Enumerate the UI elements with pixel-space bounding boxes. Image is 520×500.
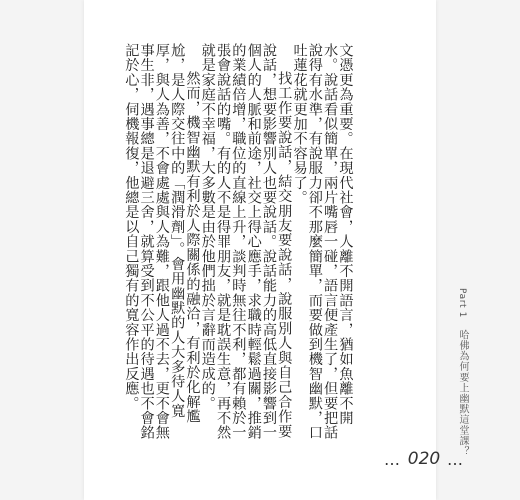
running-head [455, 288, 470, 457]
folio-leading-dots: … [384, 449, 401, 469]
paragraph-3: 然而，機智幽默有利於人際關係的融洽，有利於化解尷尬，是人際交往中的「潤滑劑」。會用幽默的人大多待人寬厚，與人為善，不會處處與人為難，跟他人過不去，更不會無事生非，遇事總是退避三舍，就算受到不公平的待遇也不會銘記於心，伺機報復，他總是以自己獨有的寬容作出反應。 [123, 43, 201, 440]
body-text [123, 43, 352, 443]
part-label: Part 1 [457, 288, 467, 318]
paragraph-2: 找工作要說話，結交朋友要說話，說服別人與自己合作要說話，想要影響別人也要說話。說話能力的高低直接影響到一個人的人脈和前途，社交上得心應手，求職時輕鬆過關，推銷的業績倍增，職位的直線上升，談判時無往不利，都有賴於一張會說話的嘴。有的人不是得罪朋友，就是耽誤生意，再不然就是家庭不幸福，大多數是由於他們拙於言辭而造成的。 [199, 43, 293, 440]
page-folio [384, 447, 464, 471]
paragraph-1: 文憑更為重要。在現代社會，人離不開語言，猶如魚離不開水。說話看似簡單，兩片嘴唇一碰，語言便產生了，但要把話說得有水準，有說服力卻不那麼簡單，而要做到機智幽默，口吐蓮花就更加不容易了。 [291, 43, 354, 440]
page-number: 020 [407, 449, 441, 469]
folio-trailing-dots: … [446, 449, 464, 469]
chapter-title: 哈佛為何要上幽默這堂課？ [457, 329, 468, 457]
